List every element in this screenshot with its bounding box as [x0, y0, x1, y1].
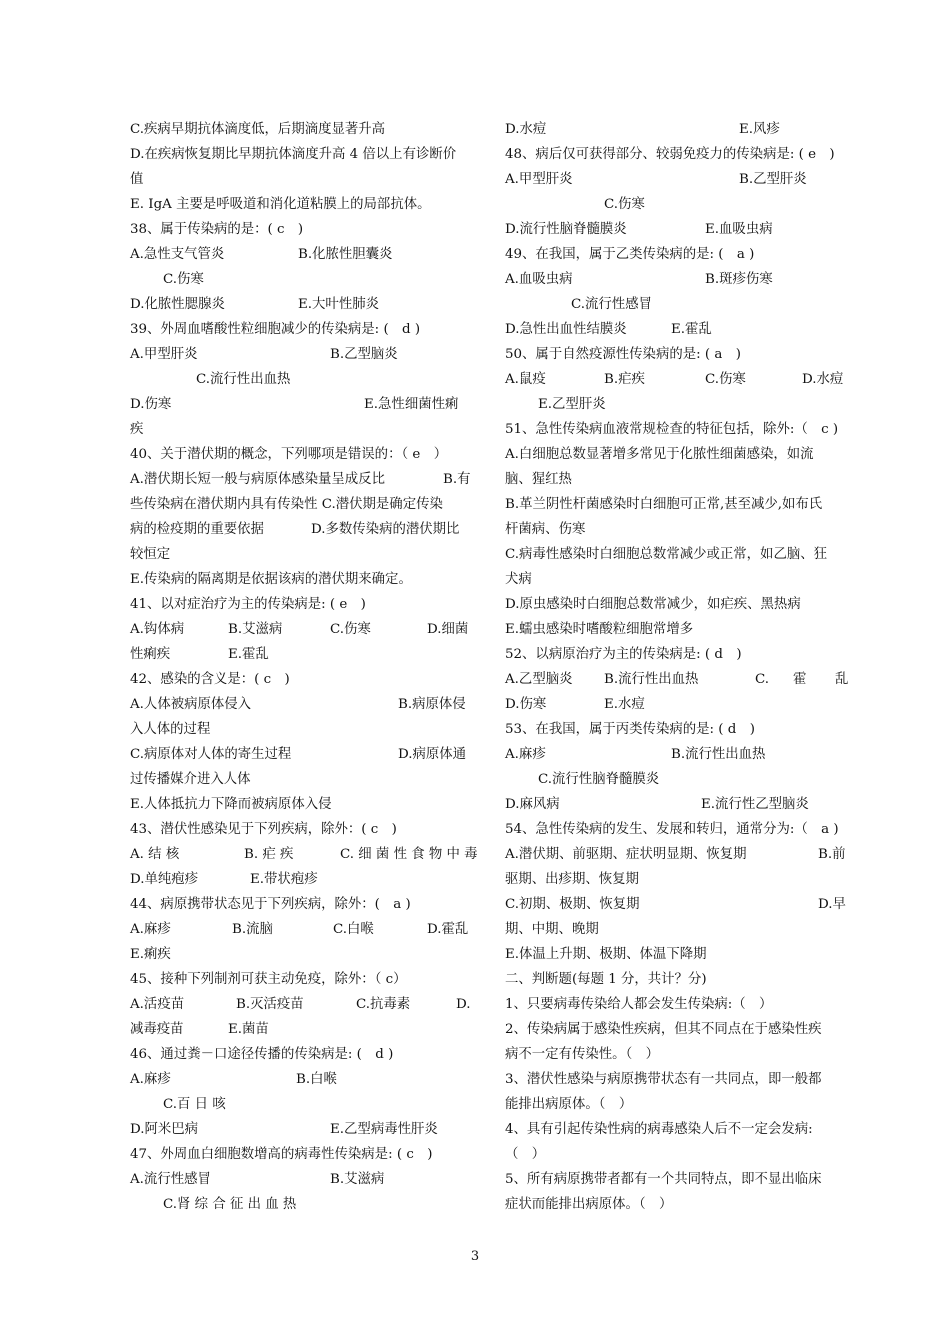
left-column	[130, 117, 478, 1217]
text-segment: D.早	[818, 897, 846, 912]
text-segment: B.化脓性胆囊炎	[298, 247, 393, 262]
text-line	[130, 467, 472, 492]
text-segment: B.流行性出血热	[604, 672, 699, 687]
text-line	[505, 117, 847, 142]
text-segment: 49、在我国，属于乙类传染病的是: ( a )	[505, 247, 755, 262]
text-line	[130, 1042, 472, 1067]
text-line	[505, 642, 847, 667]
text-line	[130, 967, 472, 992]
text-segment: 较恒定	[130, 547, 171, 562]
text-line	[505, 142, 847, 167]
text-segment: 51、急性传染病血液常规检查的特征包括，除外:（ c )	[505, 422, 839, 437]
text-segment: 41、以对症治疗为主的传染病是: ( e )	[130, 597, 366, 612]
text-segment: 疾	[130, 422, 144, 437]
text-line	[505, 817, 847, 842]
text-segment: E.蠕虫感染时嗜酸粒细胞常增多	[505, 622, 694, 637]
text-segment: A.人体被病原体侵入	[130, 697, 252, 712]
text-line	[130, 817, 472, 842]
text-line	[130, 842, 478, 867]
text-segment: 减毒疫苗	[130, 1022, 184, 1037]
text-line	[130, 292, 472, 317]
text-segment: E.风疹	[739, 122, 780, 137]
text-segment: 45、接种下列制剂可获主动免疫，除外：（ c）	[130, 972, 407, 987]
text-line	[130, 992, 472, 1017]
text-line	[130, 742, 472, 767]
text-segment: C.流行性脑脊髓膜炎	[538, 772, 660, 787]
text-segment: A.白细胞总数显著增多常见于化脓性细菌感染，如流	[505, 447, 814, 462]
text-segment: 5、所有病原携带者都有一个共同特点，即不显出临床	[505, 1172, 822, 1187]
text-line	[505, 367, 847, 392]
text-line	[505, 617, 847, 642]
text-line	[505, 167, 847, 192]
text-segment: B.艾滋病	[330, 1172, 385, 1187]
text-line	[505, 1092, 847, 1117]
text-line	[130, 567, 472, 592]
text-segment: 杆菌病、伤寒	[505, 522, 586, 537]
text-segment: B.流脑	[232, 922, 273, 937]
text-line	[505, 892, 847, 917]
text-line	[130, 367, 472, 392]
text-segment: 病不一定有传染性。（ ）	[505, 1047, 659, 1062]
text-segment: C.肾 综 合 征 出 血 热	[163, 1197, 297, 1212]
text-segment: 47、外周血白细胞数增高的病毒性传染病是: ( c )	[130, 1147, 433, 1162]
text-segment: A.麻疹	[130, 922, 171, 937]
text-line	[130, 1167, 472, 1192]
text-segment: E.菌苗	[228, 1022, 269, 1037]
text-segment: 些传染病在潜伏期内具有传染性 C.潜伏期是确定传染	[130, 497, 443, 512]
text-segment: D.单纯疱疹	[130, 872, 199, 887]
text-segment: B.灭活疫苗	[236, 997, 304, 1012]
text-segment: A.麻疹	[130, 1072, 171, 1087]
text-line	[505, 1117, 847, 1142]
text-line	[130, 767, 472, 792]
text-segment: 52、以病原治疗为主的传染病是: ( d )	[505, 647, 742, 662]
text-segment: D.在疾病恢复期比早期抗体滴度升高 4 倍以上有诊断价	[130, 147, 457, 162]
text-segment: D.原虫感染时白细胞总数常减少，如疟疾、黑热病	[505, 597, 801, 612]
page-number: 3	[470, 1249, 480, 1264]
text-line	[130, 1192, 472, 1217]
text-segment: C.白喉	[333, 922, 374, 937]
text-segment: D.细菌	[427, 622, 469, 637]
text-line	[130, 642, 472, 667]
text-segment: C.百 日 咳	[163, 1097, 226, 1112]
text-segment: A.流行性感冒	[130, 1172, 211, 1187]
text-segment: 二、判断题(每题 1 分，共计？分)	[505, 972, 707, 987]
text-line	[505, 492, 847, 517]
text-segment: D.急性出血性结膜炎	[505, 322, 627, 337]
text-segment: D.病原体通	[398, 747, 467, 762]
text-line	[130, 117, 472, 142]
text-line	[130, 517, 472, 542]
text-segment: D.	[456, 997, 471, 1012]
text-line	[130, 492, 472, 517]
text-line	[505, 317, 847, 342]
text-line	[130, 242, 472, 267]
text-segment: 病的检疫期的重要依据	[130, 522, 264, 537]
text-line	[505, 1042, 847, 1067]
text-segment: 霍	[793, 672, 807, 687]
text-segment: 入人体的过程	[130, 722, 211, 737]
text-segment: 48、病后仅可获得部分、较弱免疫力的传染病是: ( e )	[505, 147, 835, 162]
text-segment: 42、感染的含义是：( c )	[130, 672, 290, 687]
text-segment: A.甲型肝炎	[130, 347, 198, 362]
text-line	[505, 742, 847, 767]
text-segment: A.鼠疫	[505, 372, 546, 387]
text-segment: C.流行性感冒	[571, 297, 652, 312]
text-segment: D.伤寒	[130, 397, 172, 412]
text-line	[505, 842, 847, 867]
text-line	[130, 217, 472, 242]
text-segment: B.疟疾	[604, 372, 645, 387]
text-segment: A. 结 核	[130, 847, 180, 862]
text-segment: 39、外周血嗜酸性粒细胞减少的传染病是: ( d )	[130, 322, 421, 337]
text-segment: E.传染病的隔离期是依据该病的潜伏期来确定。	[130, 572, 412, 587]
text-segment: B.前	[818, 847, 846, 862]
text-line	[505, 1017, 847, 1042]
text-segment: D.麻风病	[505, 797, 560, 812]
text-segment: C. 细 菌 性 食 物 中 毒	[340, 847, 478, 862]
text-line	[505, 1142, 847, 1167]
text-segment: A.潜伏期、前驱期、症状明显期、恢复期	[505, 847, 747, 862]
text-line	[505, 192, 847, 217]
text-line	[505, 467, 847, 492]
text-line	[505, 542, 847, 567]
text-segment: C.	[755, 672, 770, 687]
text-segment: 3、潜伏性感染与病原携带状态有一共同点，即一般都	[505, 1072, 822, 1087]
text-segment: E. IgA 主要是呼吸道和消化道粘膜上的局部抗体。	[130, 197, 431, 212]
text-line	[505, 1067, 847, 1092]
text-segment: 值	[130, 172, 144, 187]
text-segment: 1、只要病毒传染给人都会发生传染病:（ ）	[505, 997, 773, 1012]
text-segment: C.病毒性感染时白细胞总数常减少或正常，如乙脑、狂	[505, 547, 828, 562]
text-segment: B.乙型肝炎	[739, 172, 807, 187]
text-segment: E.人体抵抗力下降而被病原体入侵	[130, 797, 332, 812]
text-line	[505, 217, 847, 242]
text-line	[130, 592, 472, 617]
text-line	[505, 592, 847, 617]
text-line	[505, 342, 847, 367]
text-line	[505, 1192, 847, 1217]
text-segment: A.急性支气管炎	[130, 247, 225, 262]
text-line	[505, 992, 847, 1017]
text-line	[505, 767, 847, 792]
text-segment: A.钩体病	[130, 622, 185, 637]
text-line	[130, 342, 472, 367]
text-line	[130, 317, 472, 342]
text-segment: （ ）	[505, 1147, 546, 1162]
text-segment: 过传播媒介进入人体	[130, 772, 251, 787]
text-line	[130, 142, 472, 167]
text-line	[505, 267, 847, 292]
text-line	[505, 442, 847, 467]
text-line	[130, 192, 472, 217]
text-segment: 症状而能排出病原体。（ ）	[505, 1197, 673, 1212]
text-line	[505, 917, 847, 942]
right-column	[505, 117, 847, 1217]
text-line	[505, 717, 847, 742]
text-segment: B.乙型脑炎	[330, 347, 398, 362]
text-segment: C.疾病早期抗体滴度低，后期滴度显著升高	[130, 122, 386, 137]
text-segment: A.甲型肝炎	[505, 172, 573, 187]
text-segment: E.乙型肝炎	[538, 397, 606, 412]
text-segment: D.流行性脑脊髓膜炎	[505, 222, 627, 237]
text-segment: E.急性细菌性痢	[364, 397, 459, 412]
text-segment: E.霍乱	[671, 322, 712, 337]
text-line	[130, 167, 472, 192]
text-segment: 44、病原携带状态见于下列疾病，除外：( a )	[130, 897, 411, 912]
text-line	[130, 542, 472, 567]
text-line	[130, 942, 472, 967]
text-segment: 脑、猩红热	[505, 472, 572, 487]
text-line	[505, 392, 847, 417]
text-segment: B. 疟 疾	[244, 847, 294, 862]
text-segment: D.霍乱	[427, 922, 469, 937]
text-segment: B.革兰阴性杆菌感染时白细胞可正常,甚至减少,如布氏	[505, 497, 823, 512]
text-segment: C.伤寒	[163, 272, 204, 287]
text-line	[130, 892, 472, 917]
text-line	[130, 692, 472, 717]
text-segment: A.活疫苗	[130, 997, 185, 1012]
text-segment: B.病原体侵	[398, 697, 466, 712]
text-line	[505, 1167, 847, 1192]
text-segment: C.病原体对人体的寄生过程	[130, 747, 292, 762]
text-segment: D.化脓性腮腺炎	[130, 297, 225, 312]
text-segment: D.伤寒	[505, 697, 547, 712]
text-segment: D.水痘	[505, 122, 547, 137]
text-segment: 性痢疾	[130, 647, 171, 662]
text-segment: A.乙型脑炎	[505, 672, 573, 687]
text-segment: 乱	[835, 672, 849, 687]
text-line	[130, 792, 472, 817]
text-line	[505, 942, 847, 967]
text-segment: A.血吸虫病	[505, 272, 573, 287]
text-segment: E.体温上升期、极期、体温下降期	[505, 947, 707, 962]
text-segment: 驱期、出疹期、恢复期	[505, 872, 639, 887]
text-segment: 2、传染病属于感染性疾病，但其不同点在于感染性疾	[505, 1022, 822, 1037]
text-segment: 40、关于潜伏期的概念，下列哪项是错误的：（ e ）	[130, 447, 448, 462]
text-line	[130, 417, 472, 442]
text-segment: D.水痘	[802, 372, 844, 387]
text-segment: 46、通过粪－口途径传播的传染病是: ( d )	[130, 1047, 394, 1062]
text-segment: C.初期、极期、恢复期	[505, 897, 640, 912]
text-line	[505, 792, 847, 817]
text-line	[505, 692, 847, 717]
text-line	[130, 267, 472, 292]
text-line	[505, 667, 847, 692]
text-segment: E.霍乱	[228, 647, 269, 662]
text-line	[130, 1067, 472, 1092]
text-segment: E.大叶性肺炎	[298, 297, 379, 312]
text-segment: 4、具有引起传染性病的病毒感染人后不一定会发病:	[505, 1122, 813, 1137]
text-line	[130, 442, 472, 467]
text-segment: B.有	[443, 472, 471, 487]
text-segment: C.流行性出血热	[196, 372, 291, 387]
text-line	[130, 917, 472, 942]
text-line	[130, 867, 472, 892]
text-segment: E.血吸虫病	[705, 222, 773, 237]
text-line	[130, 1017, 472, 1042]
text-segment: E.流行性乙型脑炎	[701, 797, 809, 812]
text-line	[505, 517, 847, 542]
text-segment: C.抗毒素	[356, 997, 411, 1012]
text-segment: 能排出病原体。（ ）	[505, 1097, 633, 1112]
text-line	[130, 667, 472, 692]
text-segment: D.阿米巴病	[130, 1122, 199, 1137]
text-segment: 43、潜伏性感染见于下列疾病，除外：( c )	[130, 822, 397, 837]
text-segment: E.痢疾	[130, 947, 171, 962]
text-segment: 期、中期、晚期	[505, 922, 599, 937]
text-line	[130, 1092, 472, 1117]
text-segment: B.白喉	[296, 1072, 337, 1087]
text-line	[505, 867, 847, 892]
text-line	[505, 242, 847, 267]
text-line	[130, 717, 472, 742]
text-line	[130, 617, 472, 642]
text-segment: 50、属于自然疫源性传染病的是: ( a )	[505, 347, 741, 362]
text-line	[505, 292, 847, 317]
text-segment: B.艾滋病	[228, 622, 283, 637]
text-line	[505, 567, 847, 592]
text-line	[130, 1117, 472, 1142]
text-line	[130, 1142, 472, 1167]
text-segment: A.麻疹	[505, 747, 546, 762]
text-segment: E.带状疱疹	[250, 872, 318, 887]
text-segment: E.乙型病毒性肝炎	[330, 1122, 438, 1137]
text-line	[130, 392, 472, 417]
text-line	[505, 417, 847, 442]
text-segment: 54、急性传染病的发生、发展和转归，通常分为:（ a )	[505, 822, 839, 837]
text-segment: B.流行性出血热	[671, 747, 766, 762]
text-segment: E.水痘	[604, 697, 645, 712]
text-segment: 53、在我国，属于丙类传染病的是: ( d )	[505, 722, 755, 737]
text-segment: C.伤寒	[604, 197, 645, 212]
text-segment: 38、属于传染病的是：( c )	[130, 222, 304, 237]
text-line	[505, 967, 847, 992]
text-segment: C.伤寒	[705, 372, 746, 387]
text-segment: A.潜伏期长短一般与病原体感染量呈成反比	[130, 472, 385, 487]
text-segment: C.伤寒	[330, 622, 371, 637]
text-segment: D.多数传染病的潜伏期比	[311, 522, 460, 537]
text-segment: B.斑疹伤寒	[705, 272, 773, 287]
text-segment: 犬病	[505, 572, 532, 587]
